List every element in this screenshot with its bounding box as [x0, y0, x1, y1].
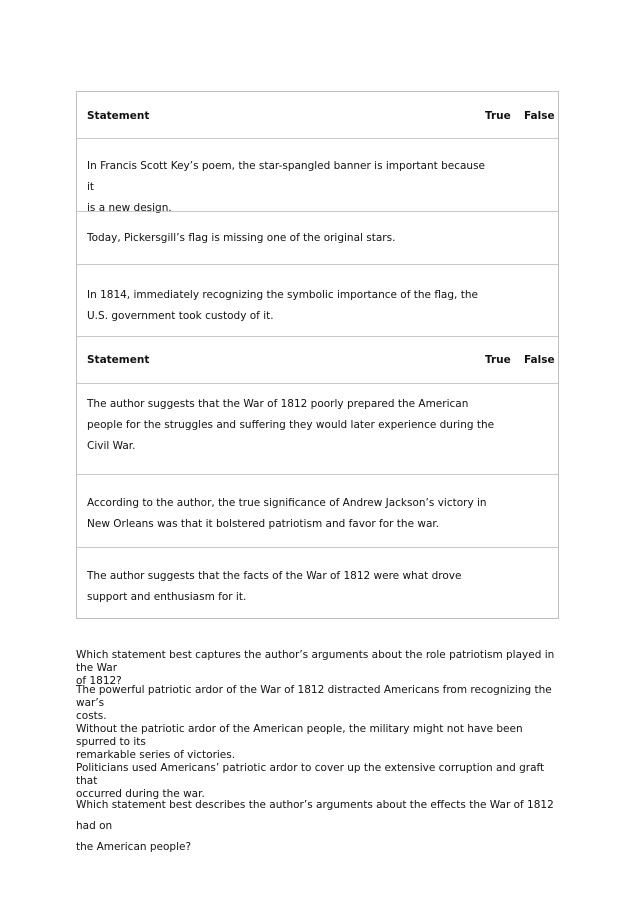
table-row	[77, 474, 558, 547]
answer-option[interactable]	[76, 723, 566, 762]
prompt-line: Which statement best describes the author’s arguments about the effects the War of 1812 had on	[76, 799, 554, 832]
statement-line: people for the struggles and suffering they would later experience during the	[87, 419, 495, 431]
option-line: remarkable series of victories.	[76, 749, 236, 761]
statement-line: In 1814, immediately recognizing the symbolic importance of the flag, the	[87, 289, 478, 301]
table-header-row	[77, 92, 558, 138]
header-false: False	[524, 110, 555, 122]
table-header-row	[77, 336, 558, 383]
statement-text	[87, 228, 487, 249]
prompt-line: of 1812?	[76, 675, 122, 687]
statement-line: In Francis Scott Key’s poem, the star-spangled banner is important because it	[87, 160, 486, 193]
statement-text	[87, 394, 507, 457]
statement-line: New Orleans was that it bolstered patriotism and favor for the war.	[87, 518, 440, 530]
statement-line: support and enthusiasm for it.	[87, 591, 247, 603]
statement-line: is a new design.	[87, 202, 172, 214]
table-row	[77, 383, 558, 474]
option-line: The powerful patriotic ardor of the War of 1812 distracted Americans from recognizing the war’s	[76, 684, 552, 709]
statement-table	[76, 91, 559, 619]
answer-option[interactable]	[76, 684, 566, 723]
option-line: Politicians used Americans’ patriotic ardor to cover up the extensive corruption and graft that	[76, 762, 545, 787]
prompt-line: Which statement best captures the author’s arguments about the role patriotism played in the War	[76, 649, 555, 674]
question-2-prompt	[76, 795, 566, 858]
statement-line: Today, Pickersgill’s flag is missing one of the original stars.	[87, 232, 396, 244]
header-true: True	[485, 110, 511, 122]
statement-line: U.S. government took custody of it.	[87, 310, 274, 322]
question-1-prompt	[76, 649, 566, 688]
table-row	[77, 547, 558, 620]
statement-text	[87, 156, 487, 219]
header-statement: Statement	[87, 354, 150, 366]
statement-line: The author suggests that the War of 1812 poorly prepared the American	[87, 398, 469, 410]
statement-text	[87, 566, 507, 608]
statement-line: The author suggests that the facts of the War of 1812 were what drove	[87, 570, 462, 582]
table-row	[77, 138, 558, 214]
statement-text	[87, 493, 507, 535]
table-row	[77, 211, 558, 264]
header-true: True	[485, 354, 511, 366]
option-line: occurred during the war.	[76, 788, 205, 800]
header-statement: Statement	[87, 110, 150, 122]
prompt-line: the American people?	[76, 841, 192, 853]
option-line: Without the patriotic ardor of the American people, the military might not have been spurred to its	[76, 723, 523, 748]
statement-line: According to the author, the true significance of Andrew Jackson’s victory in	[87, 497, 487, 509]
header-false: False	[524, 354, 555, 366]
statement-text	[87, 285, 487, 327]
table-row	[77, 264, 558, 336]
option-line: costs.	[76, 710, 107, 722]
statement-line: Civil War.	[87, 440, 136, 452]
question-1-options	[76, 684, 566, 801]
